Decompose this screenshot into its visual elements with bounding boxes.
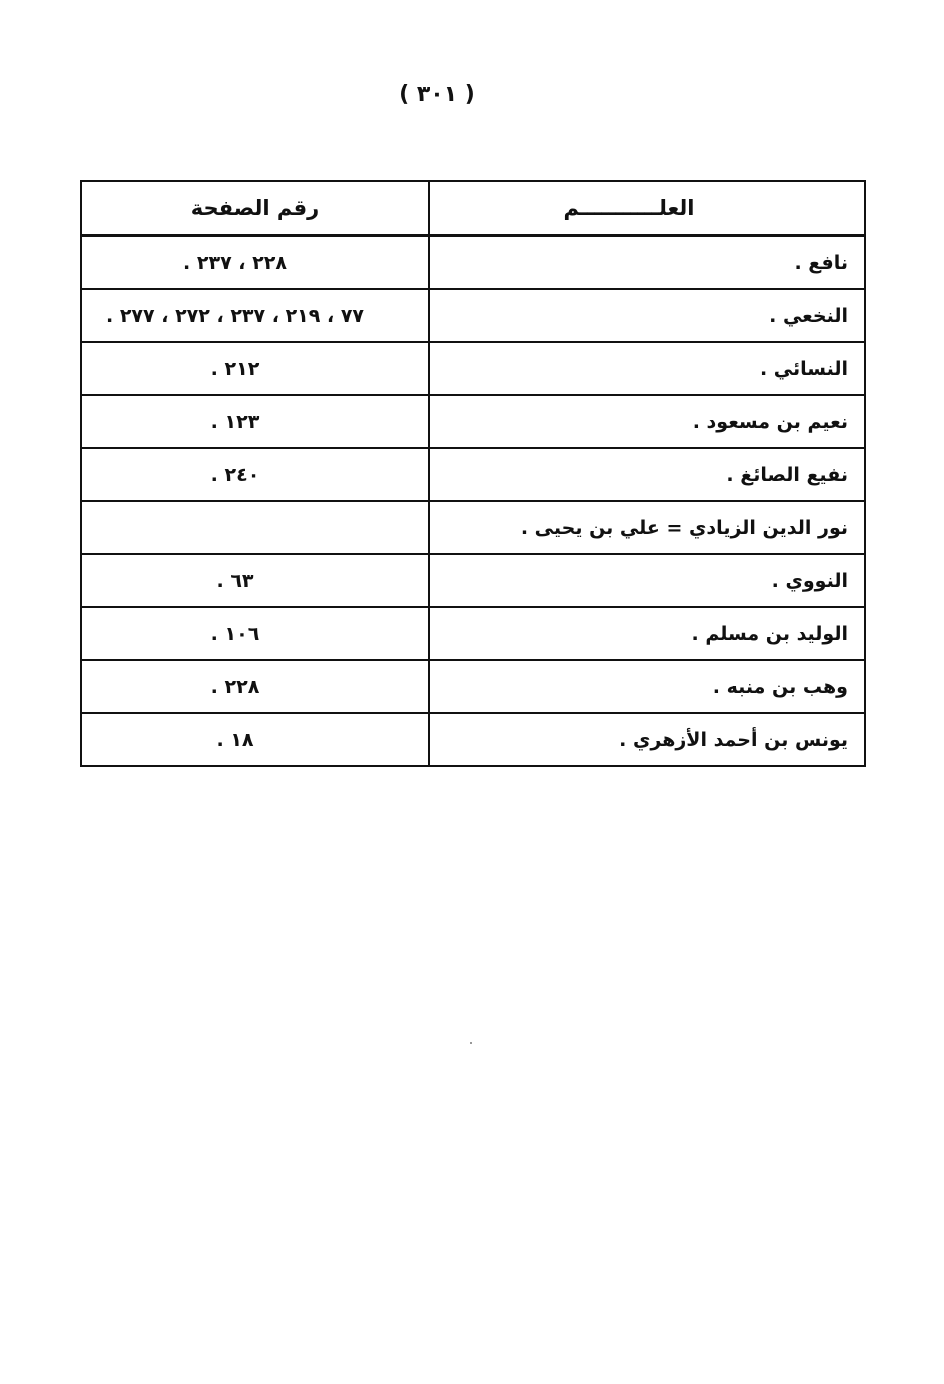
table-row — [81, 501, 865, 554]
row-name: النسائي . — [429, 342, 865, 395]
row-pages: ٢٢٨ . — [81, 660, 429, 713]
table-row — [81, 236, 865, 290]
row-pages: ٢٤٠ . — [81, 448, 429, 501]
table-row — [81, 448, 865, 501]
row-name: نفيع الصائغ . — [429, 448, 865, 501]
header-name-label: العلـــــــــــم — [563, 196, 695, 220]
header-pages: رقم الصفحة — [81, 181, 429, 236]
row-name: نور الدين الزيادي = علي بن يحيى . — [429, 501, 865, 554]
row-name: الوليد بن مسلم . — [429, 607, 865, 660]
table-row — [81, 289, 865, 342]
names-index-table — [80, 180, 866, 767]
header-name — [429, 181, 865, 236]
row-pages: ٦٣ . — [81, 554, 429, 607]
row-pages: ١٠٦ . — [81, 607, 429, 660]
row-name: نافع . — [429, 236, 865, 290]
table-header-row — [81, 181, 865, 236]
table-row — [81, 554, 865, 607]
row-pages: ١٨ . — [81, 713, 429, 766]
table-row — [81, 395, 865, 448]
table-row — [81, 342, 865, 395]
row-name: نعيم بن مسعود . — [429, 395, 865, 448]
row-name: وهب بن منبه . — [429, 660, 865, 713]
row-pages — [81, 501, 429, 554]
row-pages: ٢٢٨ ، ٢٣٧ . — [81, 236, 429, 290]
table-row — [81, 713, 865, 766]
row-pages: ٢١٢ . — [81, 342, 429, 395]
table-row — [81, 660, 865, 713]
row-pages: ١٢٣ . — [81, 395, 429, 448]
row-name: يونس بن أحمد الأزهري . — [429, 713, 865, 766]
row-pages: ٧٧ ، ٢١٩ ، ٢٣٧ ، ٢٧٢ ، ٢٧٧ . — [81, 289, 429, 342]
page-number: ( ٣٠١ ) — [399, 82, 475, 107]
scan-speck — [470, 1042, 472, 1044]
row-name: النووي . — [429, 554, 865, 607]
table-row — [81, 607, 865, 660]
row-name: النخعي . — [429, 289, 865, 342]
